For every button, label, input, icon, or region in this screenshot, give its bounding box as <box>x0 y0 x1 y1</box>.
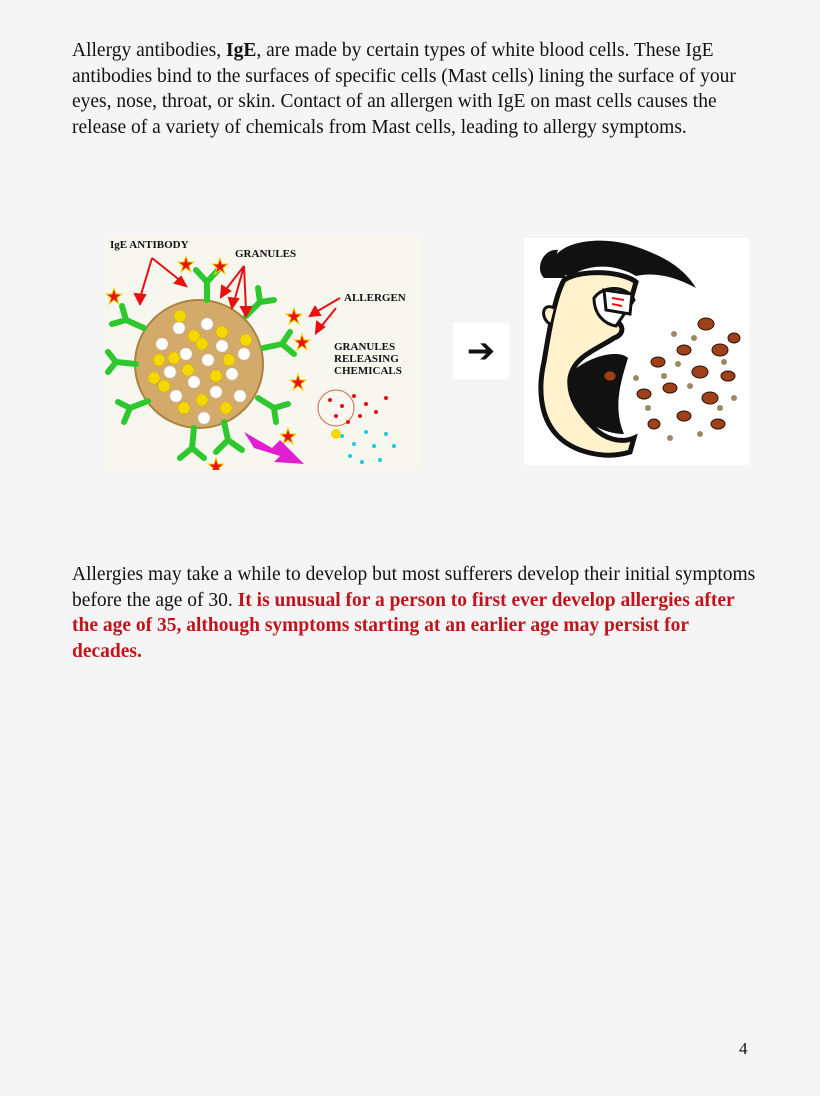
page-number: 4 <box>739 1039 748 1058</box>
glasses <box>604 290 632 314</box>
onset-emphasis: It is unusual for a person to first ever develop allergies after the age of 35, although symptoms starting at an earlier age may persist for decades. <box>72 589 735 662</box>
label-granules-releasing-2: RELEASING <box>334 353 399 365</box>
sneezing-person-illustration <box>524 238 749 465</box>
label-granules: GRANULES <box>235 248 297 260</box>
label-granules-releasing-1: GRANULES <box>334 341 396 353</box>
allergy-onset-paragraph <box>72 562 762 664</box>
label-granules-releasing-3: CHEMICALS <box>334 365 402 377</box>
magenta-arrow <box>244 432 304 464</box>
sneezing-person-drawing <box>524 238 749 465</box>
intro-text-line1-end: , are made by certain types of white blood cells. <box>256 40 630 61</box>
intro-paragraph <box>72 38 762 140</box>
onset-text: Allergies may take a while to develop but most sufferers develop their initial symptoms before the age of 30. <box>72 564 756 611</box>
mast-cell-illustration <box>104 236 422 470</box>
released-chemicals-red <box>328 394 388 424</box>
right-arrow-icon: ➔ <box>466 331 496 371</box>
label-ige-antibody: IgE ANTIBODY <box>110 239 189 251</box>
label-allergen: ALLERGEN <box>344 292 406 304</box>
granule-released <box>331 429 341 439</box>
intro-text-start: Allergy antibodies, <box>72 40 226 61</box>
released-chemicals-cyan <box>340 430 396 464</box>
ige-term: IgE <box>226 40 257 61</box>
arrow-box <box>453 323 509 379</box>
intro-text-rest: These IgE antibodies bind to the surfaces of specific cells (Mast cells) lining the surface of your eyes, nose, throat, or skin. Contact of an allergen with IgE on mast cells causes the release of a variety of chemicals from Mast cells, leading to allergy symptoms. <box>72 40 736 138</box>
